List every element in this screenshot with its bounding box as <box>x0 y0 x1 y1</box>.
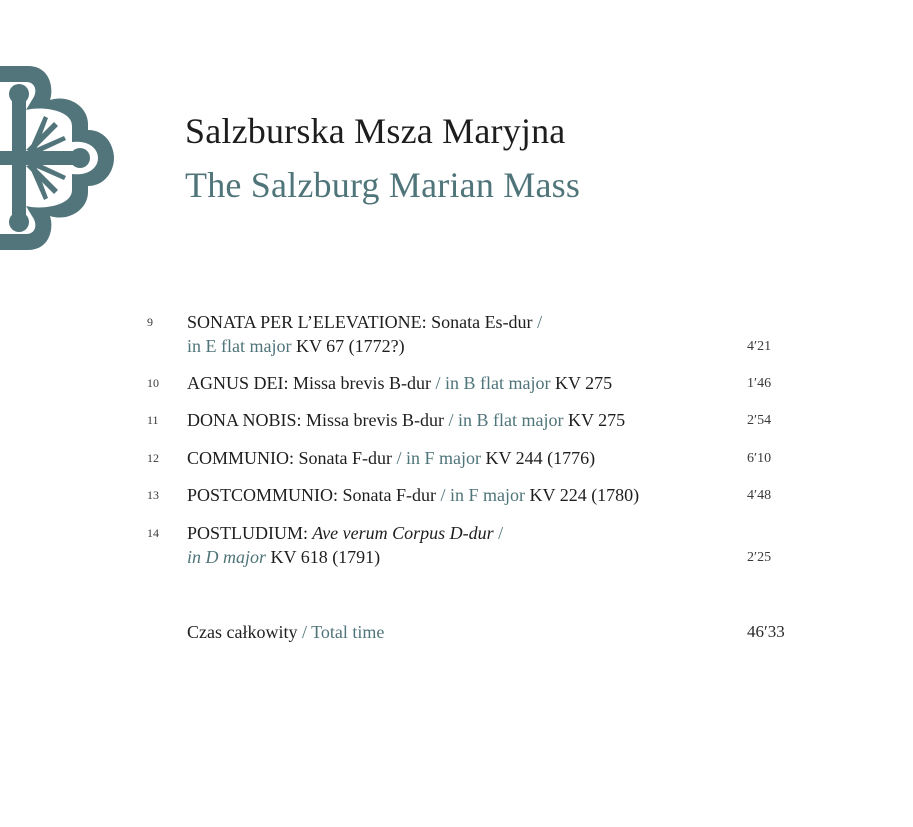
track-catalog: KV 275 <box>563 410 626 430</box>
track-title-polish: POSTLUDIUM: <box>187 523 309 543</box>
track-catalog: KV 275 <box>550 373 613 393</box>
separator: / <box>493 523 504 543</box>
track-number: 10 <box>147 376 159 390</box>
track-title-polish: DONA NOBIS: Missa brevis B-dur <box>187 410 445 430</box>
track-title-line <box>187 408 625 432</box>
track-title-english: / in B flat major <box>430 373 551 393</box>
track-title-english: in D major <box>187 547 267 567</box>
track-number: 14 <box>147 526 159 540</box>
track-title-line <box>187 446 595 470</box>
track-title-english: / in B flat major <box>444 410 564 430</box>
track-catalog: KV 618 (1791) <box>266 547 381 567</box>
track-title-line <box>187 334 405 358</box>
track-title-polish: COMMUNIO: Sonata F-dur <box>187 448 392 468</box>
track-number: 12 <box>147 451 159 465</box>
track-number: 9 <box>147 315 153 329</box>
total-time-value: 46′33 <box>747 622 785 641</box>
track-duration: 4′48 <box>747 488 772 503</box>
track-catalog: KV 244 (1776) <box>481 448 596 468</box>
track-title-english: / in F major <box>436 485 526 505</box>
cross-quatrefoil-icon <box>0 66 114 250</box>
track-number: 13 <box>147 488 159 502</box>
title-polish: Salzburska Msza Maryjna <box>185 111 566 151</box>
total-label-english: / Total time <box>297 622 385 642</box>
track-title-polish: AGNUS DEI: Missa brevis B-dur <box>187 373 431 393</box>
track-title-line <box>187 483 639 507</box>
track-title-polish: POSTCOMMUNIO: Sonata F-dur <box>187 485 437 505</box>
track-duration: 1′46 <box>747 376 772 391</box>
track-title-line <box>187 521 503 545</box>
track-title-english: / in F major <box>392 448 481 468</box>
track-title-line <box>187 545 380 569</box>
title-english: The Salzburg Marian Mass <box>185 165 581 205</box>
total-label-polish: Czas całkowity <box>187 622 298 642</box>
separator: / <box>532 312 543 332</box>
track-title-line <box>187 371 612 395</box>
track-number: 11 <box>147 413 159 427</box>
track-title-polish: SONATA PER L’ELEVATIONE: Sonata Es-dur <box>187 312 533 332</box>
track-title-line <box>187 310 542 334</box>
title-block <box>185 104 580 212</box>
track-duration: 2′54 <box>747 413 772 428</box>
track-catalog: KV 224 (1780) <box>525 485 640 505</box>
track-duration: 6′10 <box>747 451 772 466</box>
track-title-italic: Ave verum Corpus D-dur <box>308 523 494 543</box>
track-duration: 2′25 <box>747 550 772 565</box>
track-catalog: KV 67 (1772?) <box>291 336 405 356</box>
total-time-label <box>187 620 384 644</box>
track-duration: 4′21 <box>747 339 772 354</box>
track-title-english: in E flat major <box>187 336 292 356</box>
